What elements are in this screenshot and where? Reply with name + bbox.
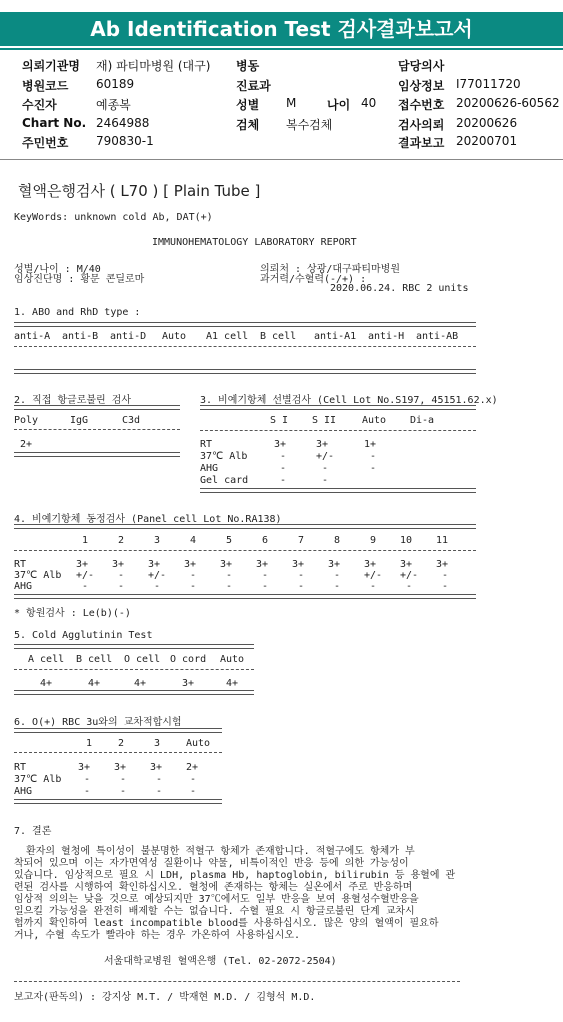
receipt-label: 접수번호 (398, 98, 445, 112)
s3-cell: 3+ (274, 439, 287, 450)
s4-col: 8 (334, 535, 341, 546)
s4-cell: 3+ (112, 559, 125, 570)
s5-cell: 3+ (182, 678, 195, 689)
s4-cell: - (82, 581, 89, 592)
s6-rule-bottom (14, 799, 222, 804)
s3-cell: 1+ (364, 439, 377, 450)
s6-title: 6. O(+) RBC 3u와의 교차적합시험 (14, 717, 182, 728)
s1-col-0: anti-A (14, 331, 51, 342)
s6-cell: - (156, 774, 163, 785)
clinical-label: 임상정보 (398, 79, 445, 93)
s5-cell: 4+ (88, 678, 101, 689)
s5-cell: 4+ (134, 678, 147, 689)
s1-rule-bottom (14, 369, 476, 374)
s4-cell: - (262, 570, 269, 581)
age-label: 나이 (327, 98, 351, 112)
requester-line: 의뢰처 : 상광/대구파티마병원 (260, 264, 401, 275)
s5-col: B cell (76, 654, 113, 665)
s6-row-label: 37℃ Alb (14, 774, 62, 785)
sex-label: 성별 (236, 98, 260, 112)
s4-cell: - (154, 581, 161, 592)
s3-rule-bottom (200, 488, 476, 493)
s4-note: * 항원검사 : Le(b)(-) (14, 608, 131, 619)
s3-cell: +/- (316, 451, 335, 462)
s1-col-2: anti-D (110, 331, 147, 342)
s4-rule-top (14, 524, 476, 529)
s4-cell: 3+ (436, 559, 449, 570)
s1-col-7: anti-H (368, 331, 405, 342)
s4-cell: - (442, 581, 449, 592)
s4-cell: 3+ (148, 559, 161, 570)
s1-col-1: anti-B (62, 331, 99, 342)
transfusion-line: 과거력/수혈력(-/+) : (260, 274, 367, 285)
s2-rule-bottom (14, 452, 180, 457)
s4-col: 3 (154, 535, 161, 546)
age-value: 40 (361, 96, 377, 110)
s3-cell: - (322, 475, 329, 486)
s1-title: 1. ABO and RhD type : (14, 307, 141, 318)
s3-title: 3. 비예기항체 선별검사 (Cell Lot No.S197, 45151.62.x) (200, 395, 498, 406)
s3-cell: - (322, 463, 329, 474)
code-label: 병원코드 (22, 79, 69, 93)
s3-row-label: 37℃ Alb (200, 451, 248, 462)
header-divider (0, 48, 563, 50)
s1-rule-mid (14, 346, 476, 347)
s4-col: 9 (370, 535, 377, 546)
info-divider (0, 159, 563, 160)
s6-cell: - (156, 786, 163, 797)
recipient-label: 수진자 (22, 98, 57, 112)
s1-rule-top (14, 322, 476, 327)
s5-col: Auto (220, 654, 245, 665)
receipt-value: 20200626-60562 (456, 96, 560, 110)
s4-rule-bottom (14, 594, 476, 599)
s4-cell: - (226, 581, 233, 592)
s5-col: A cell (28, 654, 65, 665)
s2-col-0: Poly (14, 415, 39, 426)
s4-cell: 3+ (292, 559, 305, 570)
s4-cell: - (118, 581, 125, 592)
code-value: 60189 (96, 77, 135, 91)
s3-col-1: S II (312, 415, 337, 426)
recipient-value: 예종복 (96, 98, 131, 112)
s6-cell: 2+ (186, 762, 199, 773)
s3-cell: - (280, 451, 287, 462)
s3-col-0: S I (270, 415, 289, 426)
conclusion-line: 있습니다. 임상적으로 필요 시 LDH, plasma Hb, haptoglobin, bilirubin 등 용혈에 관 (14, 870, 456, 881)
s4-rule-mid (14, 550, 476, 551)
chart-value: 2464988 (96, 116, 150, 130)
s3-cell: - (370, 463, 377, 474)
s4-cell: - (334, 570, 341, 581)
s3-row-label: AHG (200, 463, 219, 474)
s6-cell: - (84, 786, 91, 797)
diagnosis-line: 임상진단명 : 황문 콘딜로마 (14, 274, 145, 285)
s4-cell: 3+ (400, 559, 413, 570)
s4-row-label: RT (14, 559, 27, 570)
id-value: 790830-1 (96, 134, 154, 148)
s4-row-label: 37℃ Alb (14, 570, 62, 581)
s1-col-4: A1 cell (206, 331, 249, 342)
s6-row-label: AHG (14, 786, 33, 797)
id-label: 주민번호 (22, 136, 69, 150)
s3-row-label: RT (200, 439, 213, 450)
s4-cell: +/- (364, 570, 383, 581)
s5-rule-bottom (14, 690, 254, 695)
s5-col: O cord (170, 654, 207, 665)
s3-row-label: Gel card (200, 475, 249, 486)
s4-cell: 3+ (328, 559, 341, 570)
chart-label: Chart No. (22, 116, 87, 130)
s6-cell: - (120, 786, 127, 797)
s4-col: 4 (190, 535, 197, 546)
s6-cell: - (190, 786, 197, 797)
footer-rule (14, 981, 460, 982)
s6-row-label: RT (14, 762, 27, 773)
report-date-value: 20200701 (456, 134, 518, 148)
s4-cell: - (298, 581, 305, 592)
keywords: KeyWords: unknown cold Ab, DAT(+) (14, 212, 213, 223)
s5-col: O cell (124, 654, 161, 665)
s4-cell: - (442, 570, 449, 581)
s3-rule-top (200, 405, 476, 410)
dept-label: 진료과 (236, 79, 271, 93)
s3-cell: - (280, 475, 287, 486)
s6-cell: 3+ (78, 762, 91, 773)
s4-cell: - (190, 570, 197, 581)
specimen-value: 복수검체 (286, 118, 333, 132)
s4-cell: - (334, 581, 341, 592)
s4-cell: 3+ (364, 559, 377, 570)
s1-col-8: anti-AB (416, 331, 459, 342)
s3-cell: - (280, 463, 287, 474)
s1-col-5: B cell (260, 331, 297, 342)
s4-cell: - (370, 581, 377, 592)
clinical-value: I77011720 (456, 77, 521, 91)
s4-col: 10 (400, 535, 413, 546)
s3-cell: - (370, 451, 377, 462)
s5-rule-top (14, 644, 254, 649)
s6-cell: 3+ (114, 762, 127, 773)
s4-cell: 3+ (256, 559, 269, 570)
s2-value: 2+ (20, 439, 33, 450)
s6-rule-mid (14, 752, 222, 753)
conclusion-line: 련된 검사를 시행하여 확인하십시오. 혈청에 존재하는 항체는 실온에서 주로 반응하며 (14, 882, 413, 893)
conclusion-line: 일으킬 가능성을 완전히 배제할 수는 없습니다. 수혈 필요 시 항글로불린 단계 교차시 (14, 906, 415, 917)
sex-age-line: 성별/나이 : M/40 (14, 264, 101, 275)
s4-cell: - (118, 570, 125, 581)
s6-col: Auto (186, 738, 211, 749)
conclusion-line: 환자의 혈청에 특이성이 불분명한 적혈구 항체가 존재합니다. 적혈구에도 항체가 부 (14, 846, 415, 857)
s4-col: 7 (298, 535, 305, 546)
hospital-label: 의뢰기관명 (22, 59, 80, 73)
s4-cell: 3+ (184, 559, 197, 570)
s3-rule-mid (200, 430, 476, 431)
s2-title: 2. 직접 항글로불린 검사 (14, 395, 132, 406)
request-label: 검사의뢰 (398, 118, 445, 132)
s6-col: 2 (118, 738, 125, 749)
s4-col: 11 (436, 535, 449, 546)
conclusion-line: 거나, 수혈 속도가 빨라야 하는 경우 가온하여 사용하십시오. (14, 930, 301, 941)
s3-cell: 3+ (316, 439, 329, 450)
s4-cell: - (262, 581, 269, 592)
sex-value: M (286, 96, 297, 110)
s4-cell: +/- (400, 570, 419, 581)
s6-rule-top (14, 728, 222, 733)
s6-cell: 3+ (150, 762, 163, 773)
s6-col: 3 (154, 738, 161, 749)
s6-col: 1 (86, 738, 93, 749)
s3-col-3: Di-a (410, 415, 435, 426)
reporter-line: 보고자(판독의) : 강지상 M.T. / 박재현 M.D. / 김형석 M.D. (14, 992, 316, 1003)
blood-bank-contact: 서울대학교병원 혈액은행 (Tel. 02-2072-2504) (104, 956, 337, 967)
ward-label: 병동 (236, 59, 260, 73)
conclusion-line: 착되어 있으며 이는 자가면역성 질환이나 약물, 비특이적인 반응 등에 의한 가능성이 (14, 858, 409, 869)
s6-cell: - (84, 774, 91, 785)
section-title: 혈액은행검사 ( L70 ) [ Plain Tube ] (18, 182, 261, 200)
s1-col-6: anti-A1 (314, 331, 357, 342)
s6-cell: - (190, 774, 197, 785)
s5-rule-mid (14, 669, 254, 670)
s7-title: 7. 결론 (14, 826, 52, 837)
s4-cell: 3+ (76, 559, 89, 570)
conclusion-line: 험까지 확인하여 least incompatible blood를 사용하십시오. 많은 양의 혈액이 필요하 (14, 918, 439, 929)
report-title-bar: Ab Identification Test 검사결과보고서 (0, 12, 563, 46)
s5-cell: 4+ (226, 678, 239, 689)
s4-cell: - (406, 581, 413, 592)
s5-title: 5. Cold Agglutinin Test (14, 630, 153, 641)
s3-col-2: Auto (362, 415, 387, 426)
hospital-value: 재) 파티마병원 (대구) (96, 59, 211, 73)
request-value: 20200626 (456, 116, 518, 130)
report-date-label: 결과보고 (398, 136, 445, 150)
s4-row-label: AHG (14, 581, 33, 592)
s1-col-3: Auto (162, 331, 187, 342)
conclusion-line: 임상적 의의는 낮을 것으로 예상되지만 37℃에서도 일부 반응을 보여 용혈성수혈반응을 (14, 894, 419, 905)
s5-cell: 4+ (40, 678, 53, 689)
s6-cell: - (120, 774, 127, 785)
s2-rule-top (14, 405, 180, 410)
s4-col: 1 (82, 535, 89, 546)
s2-col-2: C3d (122, 415, 141, 426)
doctor-label: 담당의사 (398, 59, 445, 73)
specimen-label: 검체 (236, 118, 260, 132)
s4-cell: +/- (76, 570, 95, 581)
s4-col: 2 (118, 535, 125, 546)
s4-cell: - (298, 570, 305, 581)
s4-cell: - (190, 581, 197, 592)
s2-col-1: IgG (70, 415, 89, 426)
s4-cell: +/- (148, 570, 167, 581)
lab-report-title: IMMUNOHEMATOLOGY LABORATORY REPORT (152, 237, 357, 248)
s4-col: 6 (262, 535, 269, 546)
s2-rule-mid (14, 429, 180, 430)
s4-title: 4. 비예기항체 동정검사 (Panel cell Lot No.RA138) (14, 514, 282, 525)
s4-cell: 3+ (220, 559, 233, 570)
s4-col: 5 (226, 535, 233, 546)
s4-cell: - (226, 570, 233, 581)
rbc-date-line: 2020.06.24. RBC 2 units (330, 283, 469, 294)
